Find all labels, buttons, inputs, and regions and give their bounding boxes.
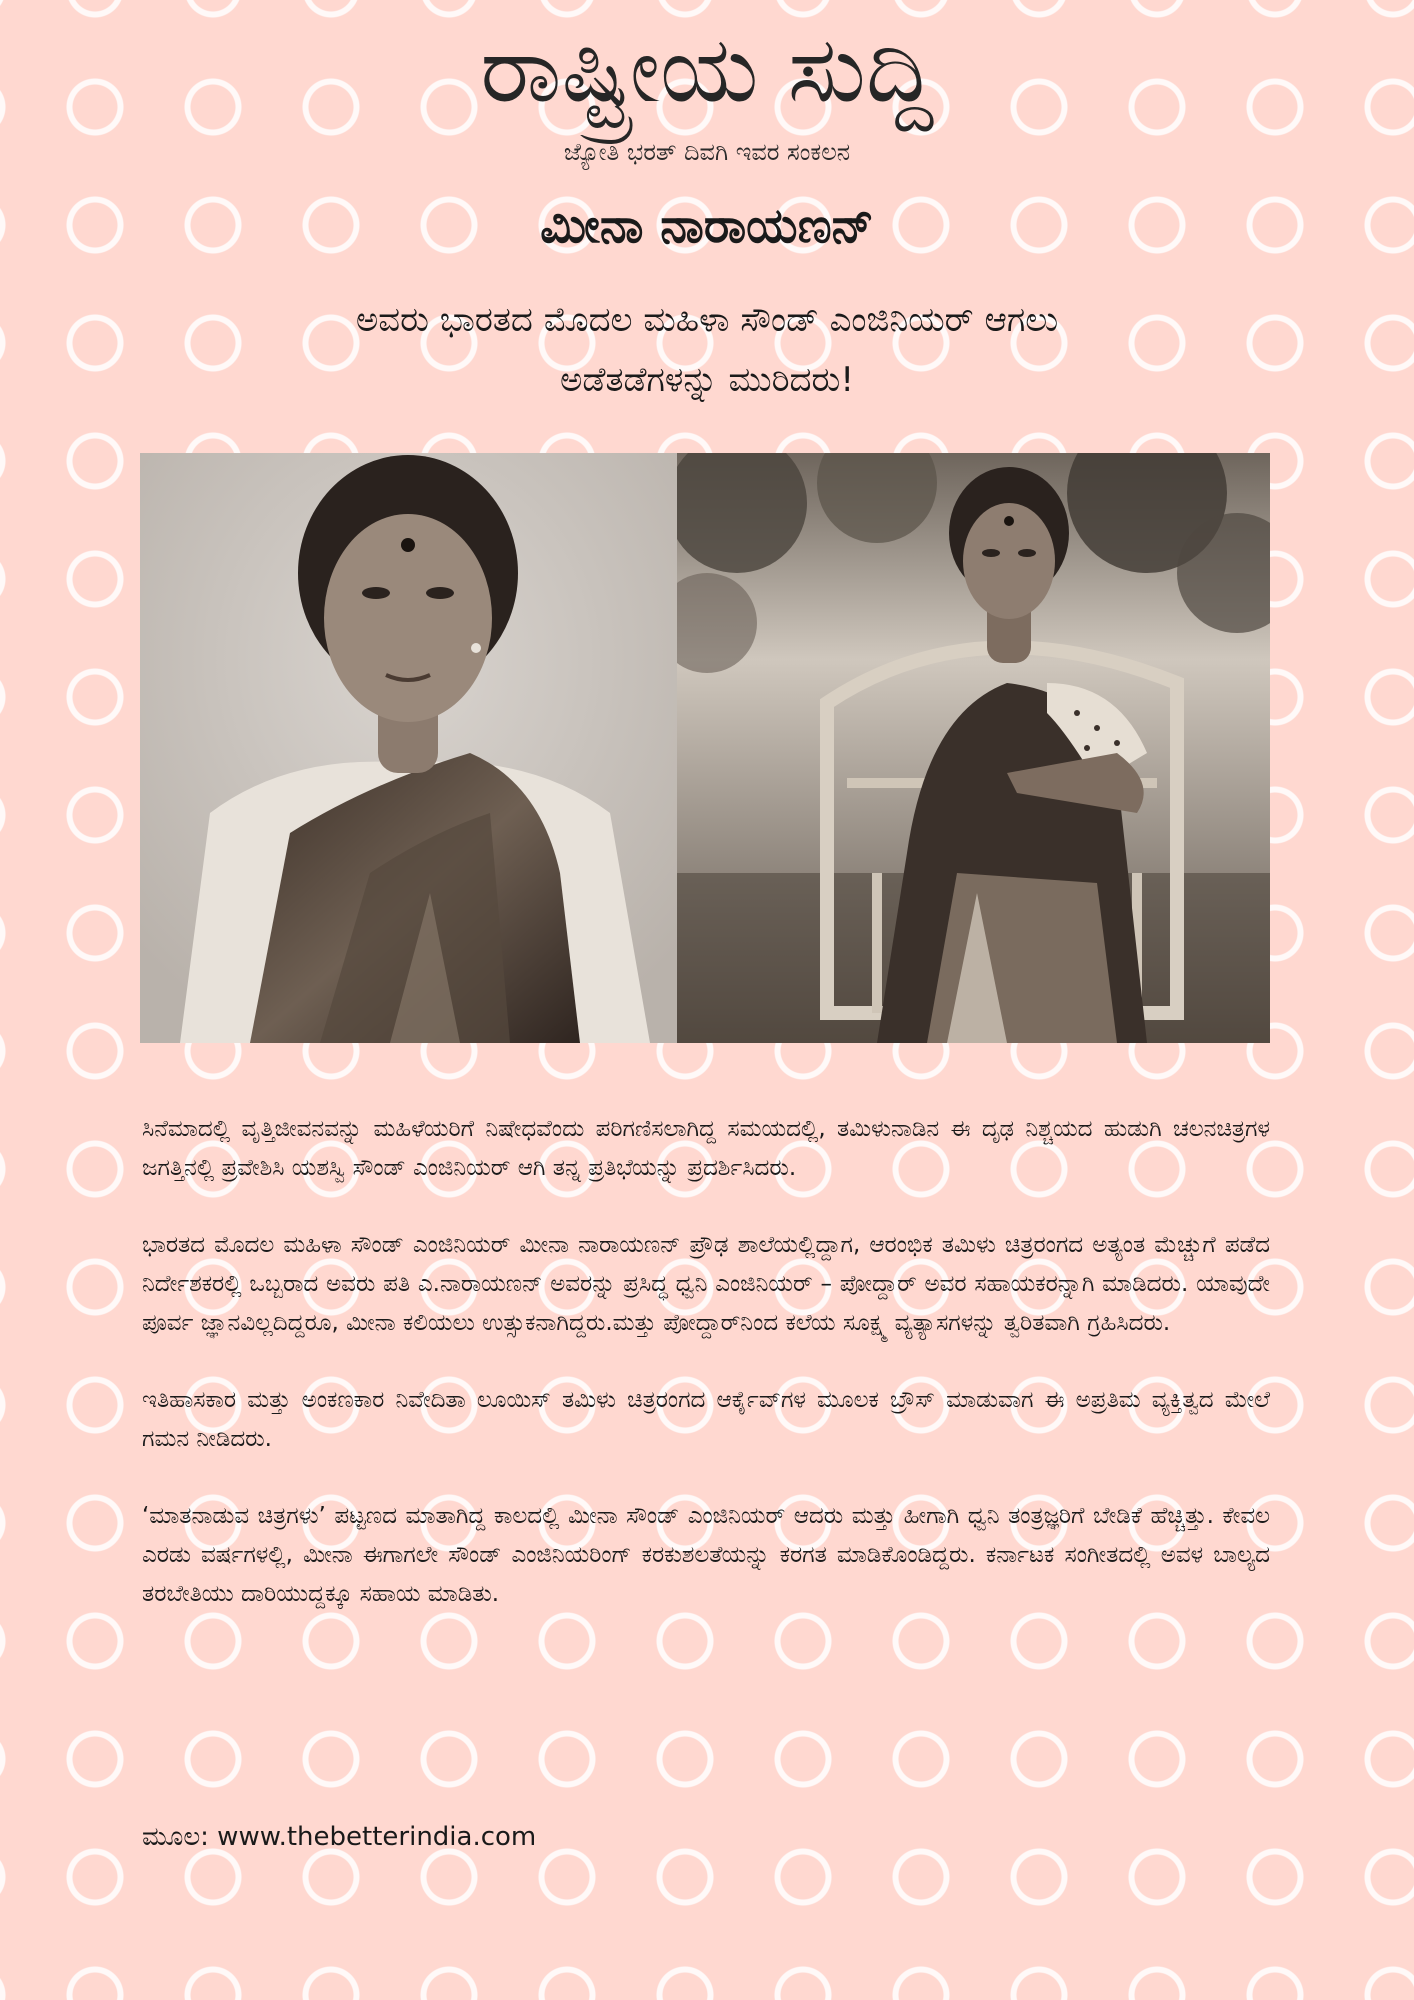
source-credit: ಮೂಲ: www.thebetterindia.com xyxy=(142,1822,537,1852)
seated-photo xyxy=(677,453,1270,1043)
article-paragraph-4: ‘ಮಾತನಾಡುವ ಚಿತ್ರಗಳು’ ಪಟ್ಟಣದ ಮಾತಾಗಿದ್ದ ಕಾಲದಲ್ಲಿ ಮೀನಾ ಸೌಂಡ್ ಎಂಜಿನಿಯರ್ ಆದರು ಮತ್ತು ಹೀಗಾಗಿ ಧ್ವನಿ ತಂತ್ರಜ್ಞರಿಗೆ ಬೇಡಿಕೆ ಹೆಚ್ಚಿತ್ತು. ಕೇವಲ ಎರಡು ವರ್ಷಗಳಲ್ಲಿ, ಮೀನಾ ಈಗಾಗಲೇ ಸೌಂಡ್ ಎಂಜಿನಿಯರಿಂಗ್ ಕರಕುಶಲತೆಯನ್ನು ಕರಗತ ಮಾಡಿಕೊಂಡಿದ್ದರು. ಕರ್ನಾಟಕ ಸಂಗೀತದಲ್ಲಿ ಅವಳ ಬಾಲ್ಯದ ತರಬೇತಿಯು ದಾರಿಯುದ್ದಕ್ಕೂ ಸಹಾಯ ಮಾಡಿತು. xyxy=(142,1503,1270,1607)
article-headline xyxy=(160,290,1254,410)
portrait-photo xyxy=(140,453,677,1043)
article-paragraph-1: ಸಿನೆಮಾದಲ್ಲಿ ವೃತ್ತಿಜೀವನವನ್ನು ಮಹಿಳೆಯರಿಗೆ ನಿಷೇಧವೆಂದು ಪರಿಗಣಿಸಲಾಗಿದ್ದ ಸಮಯದಲ್ಲಿ, ತಮಿಳುನಾಡಿನ ಈ ದೃಢ ನಿಶ್ಚಯದ ಹುಡುಗಿ ಚಲನಚಿತ್ರಗಳ ಜಗತ್ತಿನಲ್ಲಿ ಪ್ರವೇಶಿಸಿ ಯಶಸ್ವಿ ಸೌಂಡ್ ಎಂಜಿನಿಯರ್ ಆಗಿ ತನ್ನ ಪ್ರತಿಭೆಯನ್ನು ಪ್ರದರ್ಶಿಸಿದರು. xyxy=(142,1116,1270,1181)
photo-row xyxy=(140,453,1270,1043)
masthead-title: ರಾಷ್ಟ್ರೀಯ ಸುದ್ದಿ xyxy=(480,16,934,123)
article-paragraph-3: ಇತಿಹಾಸಕಾರ ಮತ್ತು ಅಂಕಣಕಾರ ನಿವೇದಿತಾ ಲೂಯಿಸ್ ತಮಿಳು ಚಿತ್ರರಂಗದ ಆರ್ಕೈವ್‌ಗಳ ಮೂಲಕ ಬ್ರೌಸ್ ಮಾಡುವಾಗ ಈ ಅಪ್ರತಿಮ ವ್ಯಕ್ತಿತ್ವದ ಮೇಲೆ ಗಮನ ನೀಡಿದರು. xyxy=(142,1387,1270,1452)
article-paragraph-2: ಭಾರತದ ಮೊದಲ ಮಹಿಳಾ ಸೌಂಡ್ ಎಂಜಿನಿಯರ್ ಮೀನಾ ನಾರಾಯಣನ್ ಪ್ರೌಢ ಶಾಲೆಯಲ್ಲಿದ್ದಾಗ, ಆರಂಭಿಕ ತಮಿಳು ಚಿತ್ರರಂಗದ ಅತ್ಯಂತ ಮೆಚ್ಚುಗೆ ಪಡೆದ ನಿರ್ದೇಶಕರಲ್ಲಿ ಒಬ್ಬರಾದ ಅವರು ಪತಿ ಎ.ನಾರಾಯಣನ್ ಅವರನ್ನು ಪ್ರಸಿದ್ಧ ಧ್ವನಿ ಎಂಜಿನಿಯರ್ – ಪೋದ್ದಾರ್ ಅವರ ಸಹಾಯಕರನ್ನಾಗಿ ಮಾಡಿದರು. ಯಾವುದೇ ಪೂರ್ವ ಜ್ಞಾನವಿಲ್ಲದಿದ್ದರೂ, ಮೀನಾ ಕಲಿಯಲು ಉತ್ಸುಕನಾಗಿದ್ದರು.ಮತ್ತು ಪೋದ್ದಾರ್‌ನಿಂದ ಕಲೆಯ ಸೂಕ್ಷ್ಮ ವ್ಯತ್ಯಾಸಗಳನ್ನು ತ್ವರಿತವಾಗಿ ಗ್ರಹಿಸಿದರು. xyxy=(142,1232,1270,1336)
compiled-by-credit: ಜ್ಯೋತಿ ಭರತ್ ದಿವಗಿ ಇವರ ಸಂಕಲನ xyxy=(563,138,851,166)
article-person-name: ಮೀನಾ ನಾರಾಯಣನ್ xyxy=(540,198,874,254)
article-body xyxy=(142,1110,1270,1652)
headline-line-2: ಅಡೆತಡೆಗಳನ್ನು ಮುರಿದರು! xyxy=(560,360,854,400)
headline-line-1: ಅವರು ಭಾರತದ ಮೊದಲ ಮಹಿಳಾ ಸೌಂಡ್ ಎಂಜಿನಿಯರ್ ಆಗಲು xyxy=(355,300,1059,340)
